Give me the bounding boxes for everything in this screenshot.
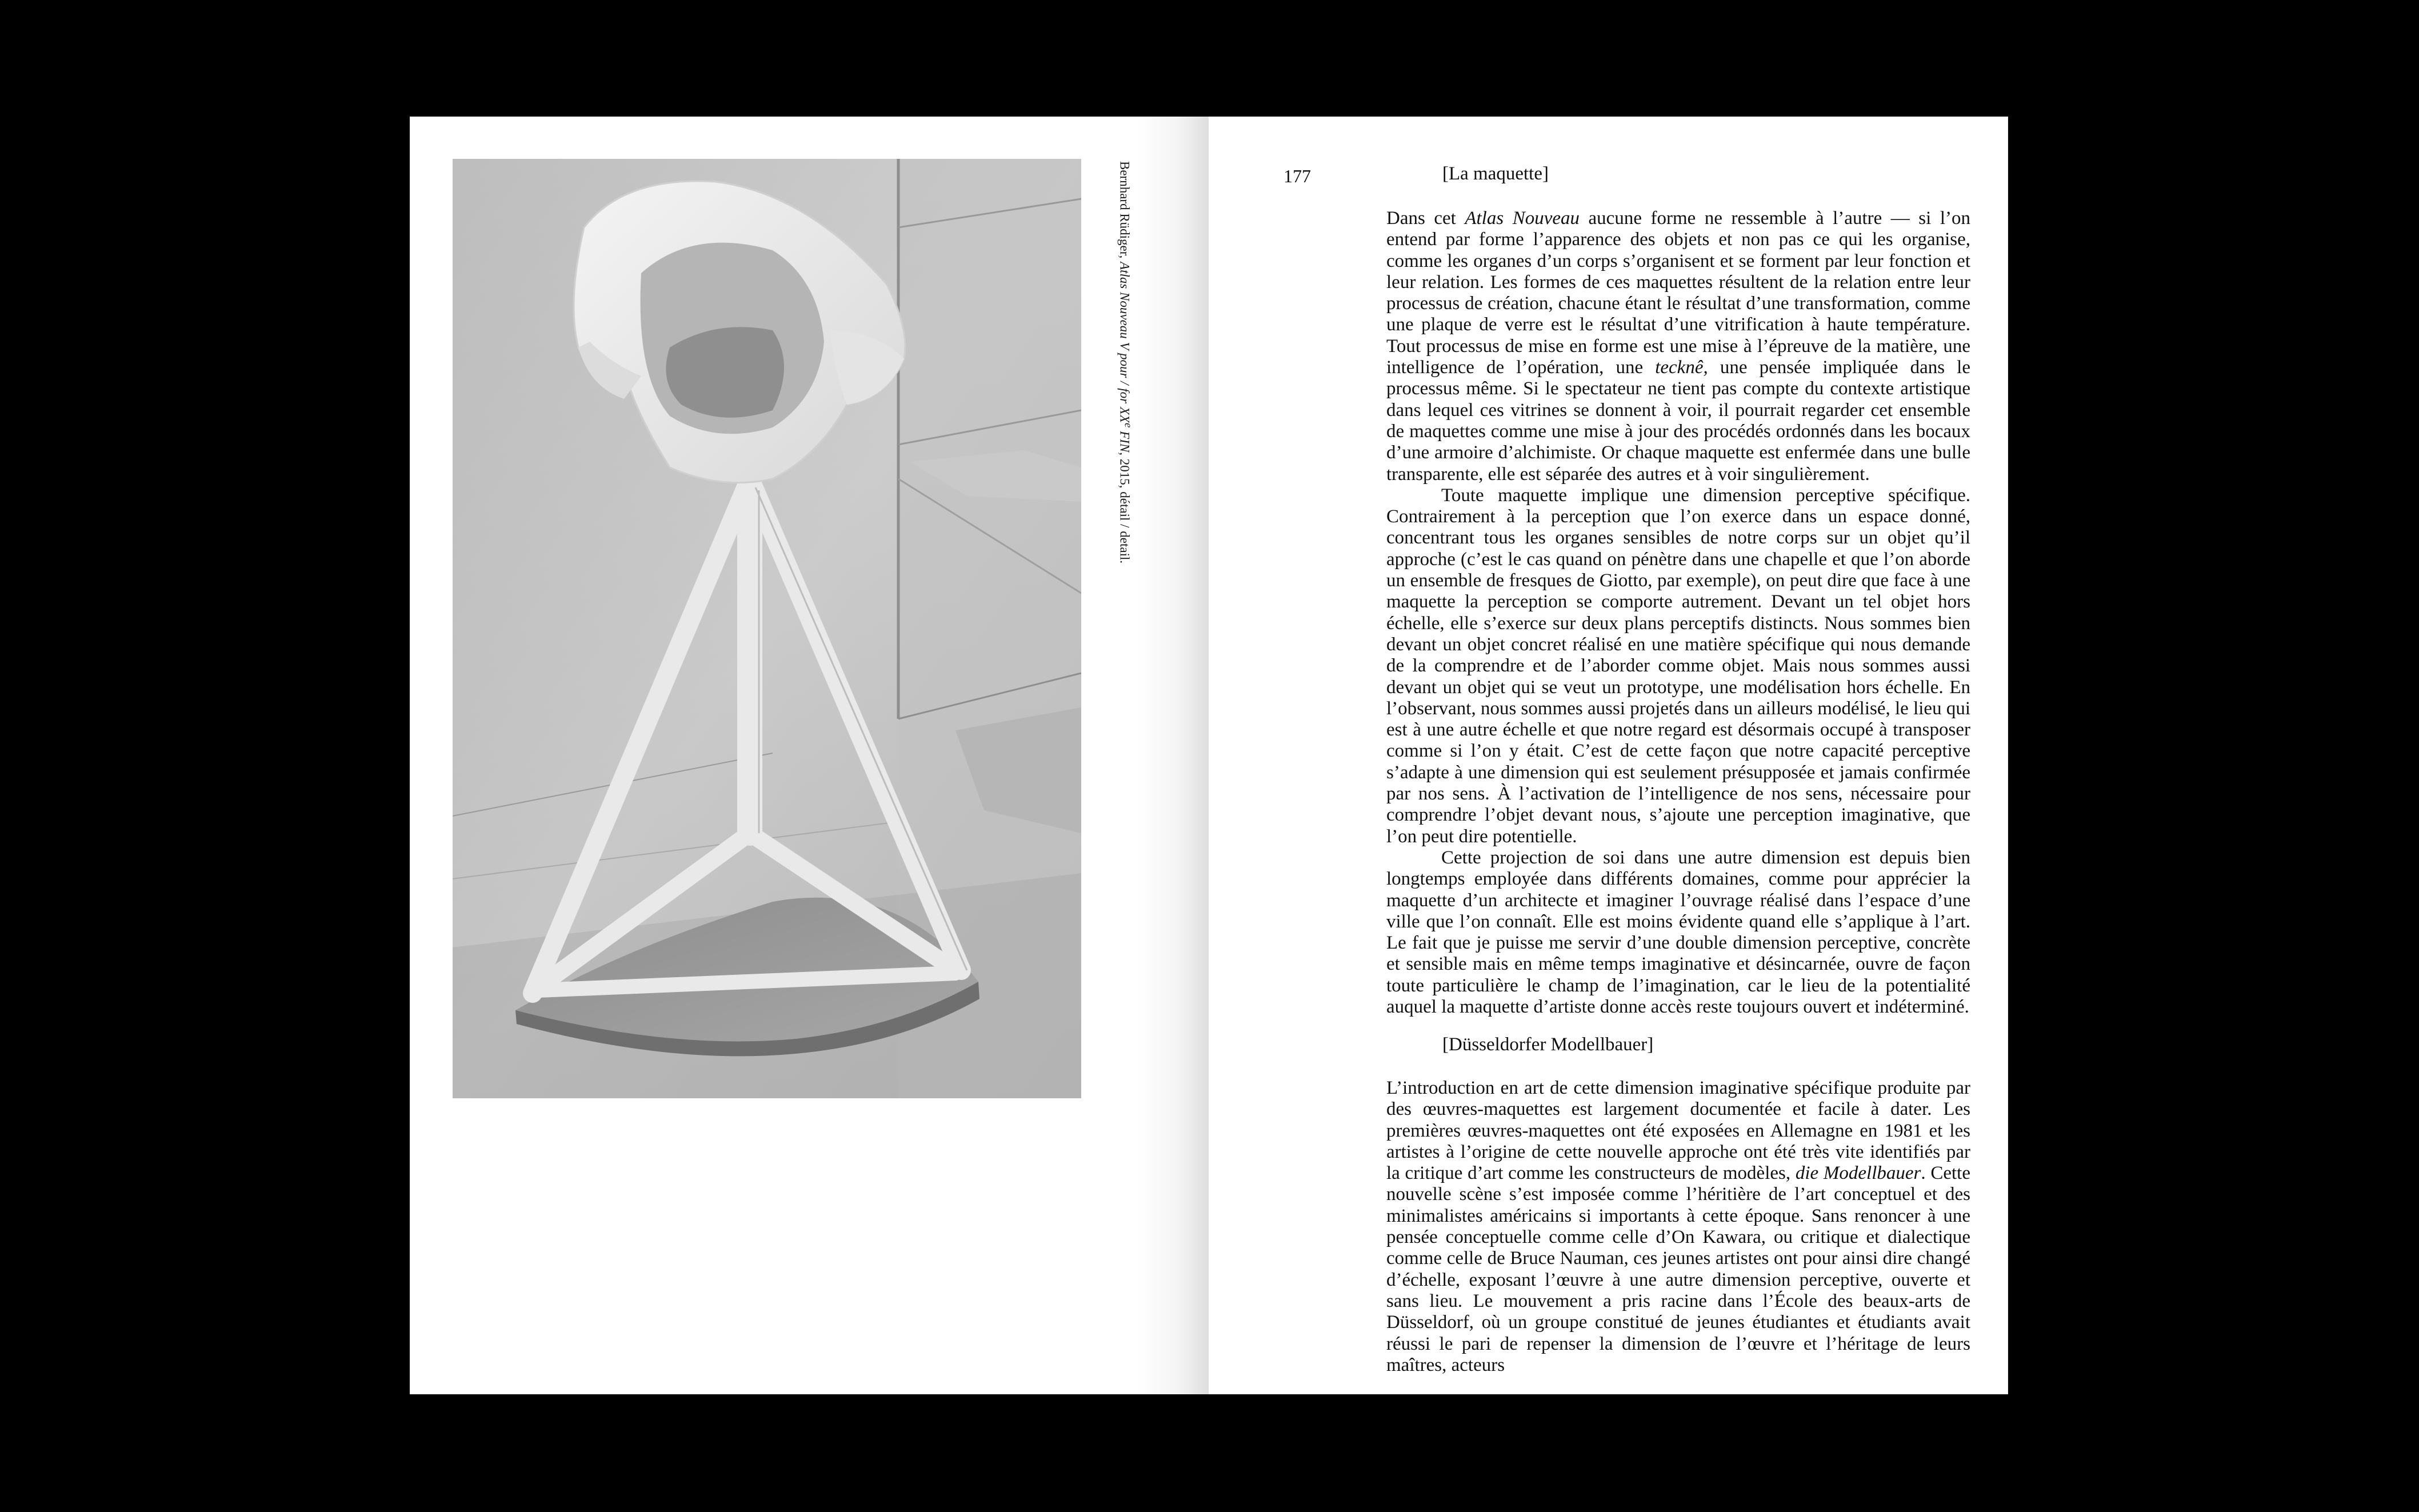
book-spread — [410, 117, 2008, 1394]
caption-date-detail: , 2015, détail / detail. — [1117, 452, 1132, 564]
section-heading-modellbauer: [Düsseldorfer Modellbauer] — [1442, 1034, 1654, 1055]
section-body-maquette — [1386, 208, 1970, 1018]
section-body-modellbauer — [1386, 1078, 1970, 1376]
paragraph-1: Dans cet Atlas Nouveau aucune forme ne ressemble à l’autre — si l’on entend par forme l’apparence des objets et non pas ce qui les organise, comme les organes d’un corps s’organisent et se forment par leur fonction et leur relation. Les formes de ces maquettes résultent de la relation entre leur processus de création, chacune étant le résultat d’une transformation, comme une plaque de verre est le résultat d’une vitrification à haute température. Tout processus de mise en forme est une mise à l’épreuve de la matière, une intelligence de l’opération, une tecknê, une pensée impliquée dans le processus même. Si le spectateur ne tient pas compte du contexte artistique dans lequel ces vitrines se donnent à voir, il pourrait regarder cet ensemble de maquettes comme une mise à jour des procédés ordonnés dans les bocaux d’une armoire d’alchimiste. Or chaque maquette est enfermée dans une bulle transparente, elle est séparée des autres et à voir singulièrement. — [1386, 208, 1971, 485]
caption-superscript: e — [1122, 422, 1134, 428]
photo-caption — [1111, 161, 1134, 563]
sculpture-photo — [453, 159, 1081, 1098]
caption-title: Atlas Nouveau V pour / for XX — [1117, 262, 1132, 423]
right-page — [1209, 117, 2008, 1394]
paragraph-3: Cette projection de soi dans une autre dimension est depuis bien longtemps employée dans différents domaines, comme pour apprécier la maquette d’un architecte et imaginer l’ouvrage réalisé dans l’espace d’une ville que l’on connaît. Elle est moins évidente quand elle s’applique à l’art. Le fait que je puisse me servir d’une double dimension perceptive, concrète et sensible mais en même temps imaginative et désincarnée, ouvre de façon toute particulière le champ de l’imagination, car le lieu de la potentialité auquel la maquette d’artiste donne accès reste toujours ouvert et indéterminé. — [1386, 847, 1970, 1017]
left-page — [410, 117, 1209, 1394]
caption-artist: Bernhard Rüdiger, — [1117, 161, 1132, 262]
gutter-shadow-right — [2008, 117, 2042, 1394]
gutter-shadow — [1135, 117, 1209, 1394]
paragraph-2: Toute maquette implique une dimension perceptive spécifique. Contrairement à la perception que l’on exerce dans un espace donné, concentrant tous les organes sensibles de notre corps sur un objet qu’il approche (c’est le cas quand on pénètre dans une chapelle et que l’on aborde un ensemble de fresques de Giotto, par exemple), on peut dire que face à une maquette la perception se comporte autrement. Devant un tel objet hors échelle, elle s’exerce sur deux plans perceptifs distincts. Nous sommes bien devant un objet concret réalisé en une matière spécifique qui nous demande de la comprendre et de l’aborder comme objet. Mais nous sommes aussi devant un objet qui se veut un prototype, une modélisation hors échelle. En l’observant, nous sommes aussi projetés dans un ailleurs modélisé, le lieu qui est à une autre échelle et que notre regard est désormais occupé à transposer comme si l’on y était. C’est de cette façon que notre capacité perceptive s’adapte à une dimension qui est seulement présupposée et jamais confirmée par nos sens. À l’activation de l’intelligence de nos sens, nécessaire pour comprendre l’objet devant nous, s’ajoute une perception imaginative, que l’on peut dire potentielle. — [1386, 485, 1970, 847]
section-heading-maquette: [La maquette] — [1442, 163, 1549, 184]
caption-title-end: FIN — [1117, 427, 1132, 453]
paragraph-4: L’introduction en art de cette dimension imaginative spécifique produite par des œuvres-maquettes est largement documentée et facile à dater. Les premières œuvres-maquettes ont été exposées en Allemagne en 1981 et les artistes à l’origine de cette nouvelle approche ont été très vite identifiés par la critique d’art comme les constructeurs de modèles, die Modellbauer. Cette nouvelle scène s’est imposée comme l’héritière de l’art conceptuel et des minimalistes américains si importants à cette époque. Sans renoncer à une pensée conceptuelle comme celle d’On Kawara, ou critique et dialectique comme celle de Bruce Nauman, ces jeunes artistes ont pour ainsi dire changé d’échelle, exposant l’œuvre à une autre dimension perceptive, ouverte et sans lieu. Le mouvement a pris racine dans l’École des beaux-arts de Düsseldorf, où un groupe constitué de jeunes étudiantes et étudiants avait réussi le pari de repenser la dimension de l’œuvre et l’héritage de leurs maîtres, acteurs — [1386, 1078, 1970, 1375]
page-number: 177 — [1284, 166, 1311, 186]
